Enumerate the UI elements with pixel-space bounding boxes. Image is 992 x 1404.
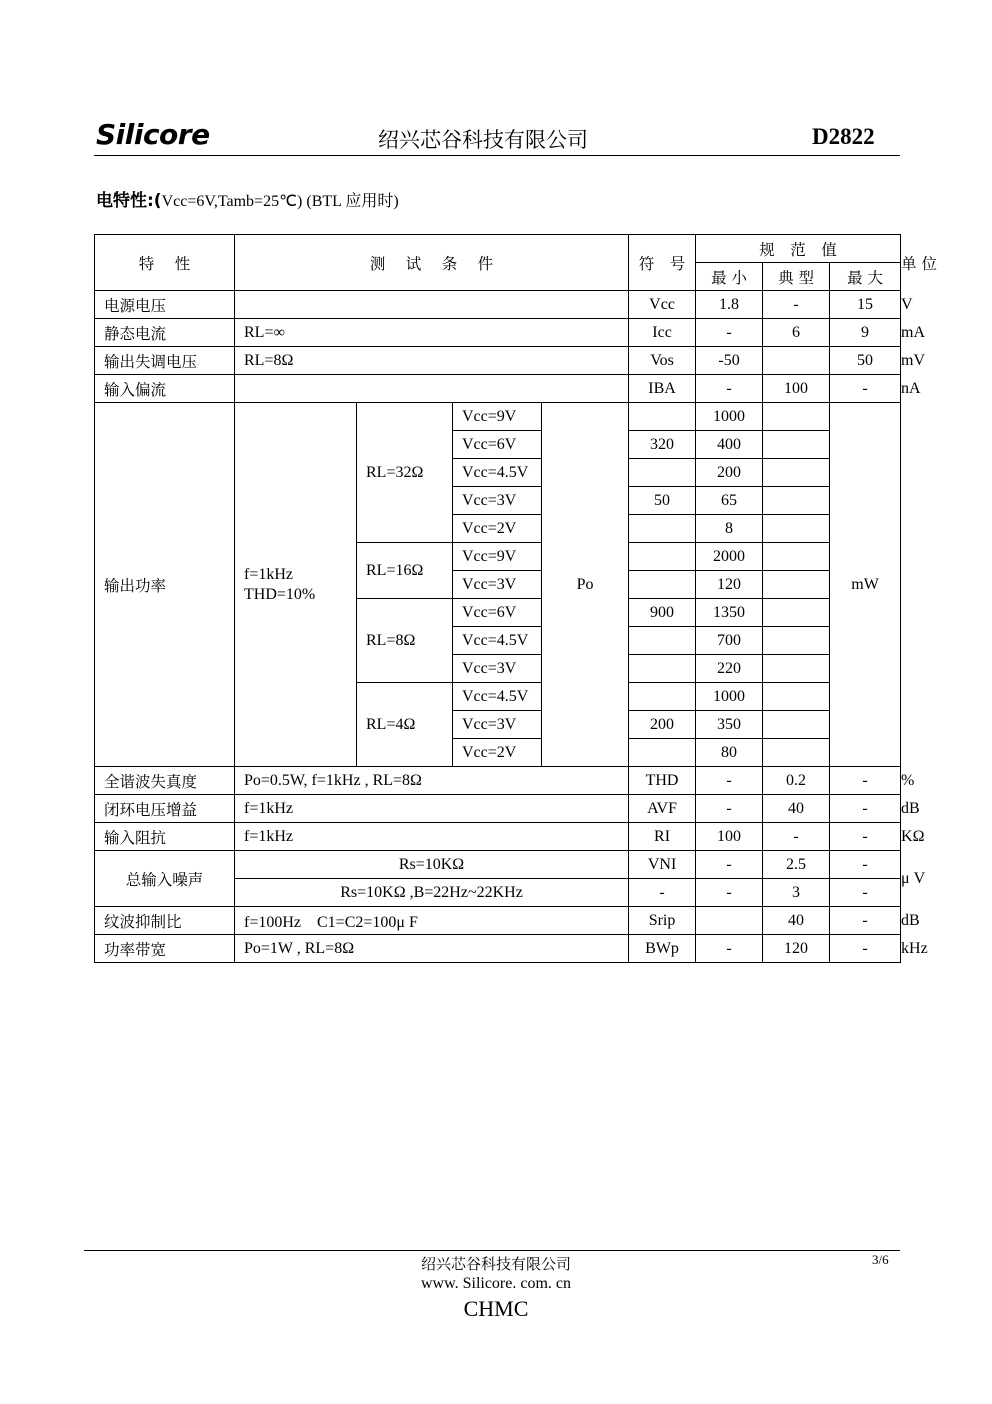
min-value: 200 <box>629 711 696 739</box>
supply-voltage: Vcc=4.5V <box>453 459 542 487</box>
typ-value: 2000 <box>696 543 763 571</box>
header-symbol: 符 号 <box>629 235 696 291</box>
table-row: 输入偏流 IBA - 100 - nA <box>95 375 901 403</box>
min-value: - <box>696 851 763 879</box>
max-value <box>763 431 830 459</box>
test-condition: f=1kHz <box>235 823 629 851</box>
table-row: 输入阻抗 f=1kHz RI 100 - - KΩ <box>95 823 901 851</box>
supply-voltage: Vcc=9V <box>453 403 542 431</box>
test-condition <box>235 403 357 767</box>
max-value <box>763 599 830 627</box>
typ-value: 700 <box>696 627 763 655</box>
typ-value: 100 <box>763 375 830 403</box>
parameter-name: 输出功率 <box>95 403 235 767</box>
max-value <box>763 403 830 431</box>
max-value <box>763 515 830 543</box>
test-condition: Rs=10KΩ <box>235 851 629 879</box>
max-value <box>763 571 830 599</box>
load-resistance: RL=8Ω <box>357 599 453 683</box>
max-value <box>763 627 830 655</box>
supply-voltage: Vcc=3V <box>453 655 542 683</box>
symbol: VNI <box>629 851 696 879</box>
section-title-conditions: Vcc=6V,Tamb=25℃) (BTL 应用时) <box>161 193 399 210</box>
max-value <box>763 487 830 515</box>
table-row: 输出失调电压 RL=8Ω Vos -50 50 mV <box>95 347 901 375</box>
min-value <box>629 543 696 571</box>
max-value: - <box>830 795 901 823</box>
typ-value: 40 <box>763 907 830 935</box>
typ-value: 80 <box>696 739 763 767</box>
parameter-name: 静态电流 <box>95 319 235 347</box>
max-value: - <box>830 767 901 795</box>
footer-divider <box>84 1250 900 1251</box>
min-value: - <box>696 319 763 347</box>
min-value: 1.8 <box>696 291 763 319</box>
brand-logo-text: Silicore <box>96 118 210 151</box>
symbol: - <box>629 879 696 907</box>
max-value <box>763 655 830 683</box>
footer-company-name: 绍兴芯谷科技有限公司 <box>420 1255 571 1273</box>
symbol: AVF <box>629 795 696 823</box>
min-value <box>629 683 696 711</box>
symbol: THD <box>629 767 696 795</box>
header-characteristic: 特 性 <box>95 235 235 291</box>
supply-voltage: Vcc=4.5V <box>453 627 542 655</box>
typ-value: 1000 <box>696 683 763 711</box>
min-value: - <box>696 935 763 963</box>
supply-voltage: Vcc=2V <box>453 515 542 543</box>
supply-voltage: Vcc=9V <box>453 543 542 571</box>
symbol: Icc <box>629 319 696 347</box>
parameter-name: 闭环电压增益 <box>95 795 235 823</box>
min-value: - <box>696 767 763 795</box>
table-header-row: 特 性 测 试 条 件 符 号 规 范 值 单 位 <box>95 235 901 263</box>
typ-value: 1350 <box>696 599 763 627</box>
header-spec-value: 规 范 值 <box>696 235 901 263</box>
parameter-name: 全谐波失真度 <box>95 767 235 795</box>
symbol: IBA <box>629 375 696 403</box>
header-divider <box>94 155 900 156</box>
max-value <box>763 459 830 487</box>
table-row: 电源电压 Vcc 1.8 - 15 V <box>95 291 901 319</box>
typ-value: 220 <box>696 655 763 683</box>
max-value: 9 <box>830 319 901 347</box>
parameter-name: 功率带宽 <box>95 935 235 963</box>
test-condition: RL=∞ <box>235 319 629 347</box>
max-value: - <box>830 375 901 403</box>
min-value: - <box>696 879 763 907</box>
min-value: - <box>696 375 763 403</box>
section-title <box>96 186 399 211</box>
supply-voltage: Vcc=3V <box>453 487 542 515</box>
parameter-name: 纹波抑制比 <box>95 907 235 935</box>
supply-voltage: Vcc=6V <box>453 599 542 627</box>
unit: mW <box>830 403 901 767</box>
min-value <box>629 403 696 431</box>
header-min: 最 小 <box>696 263 763 291</box>
footer-mark: CHMC <box>463 1296 529 1321</box>
parameter-name: 电源电压 <box>95 291 235 319</box>
test-condition: f=100Hz C1=C2=100μ F <box>235 907 629 935</box>
table-row: 闭环电压增益 f=1kHz AVF - 40 - dB <box>95 795 901 823</box>
supply-voltage: Vcc=3V <box>453 711 542 739</box>
min-value <box>629 739 696 767</box>
header-model-number: D2822 <box>812 124 875 149</box>
parameter-name: 输入偏流 <box>95 375 235 403</box>
typ-value: 65 <box>696 487 763 515</box>
typ-value: 200 <box>696 459 763 487</box>
supply-voltage: Vcc=2V <box>453 739 542 767</box>
max-value: - <box>830 851 901 879</box>
supply-voltage: Vcc=3V <box>453 571 542 599</box>
typ-value: - <box>763 291 830 319</box>
test-condition: Rs=10KΩ ,B=22Hz~22KHz <box>235 879 629 907</box>
typ-value: 350 <box>696 711 763 739</box>
supply-voltage: Vcc=4.5V <box>453 683 542 711</box>
min-value <box>629 515 696 543</box>
symbol: BWp <box>629 935 696 963</box>
typ-value <box>763 347 830 375</box>
header-test-conditions: 测 试 条 件 <box>235 235 629 291</box>
table-row <box>95 403 901 431</box>
symbol: Vos <box>629 347 696 375</box>
max-value <box>763 739 830 767</box>
condition-thd: THD=10% <box>244 585 316 603</box>
max-value: - <box>830 823 901 851</box>
max-value: 50 <box>830 347 901 375</box>
max-value: 15 <box>830 291 901 319</box>
min-value <box>629 459 696 487</box>
min-value: 900 <box>629 599 696 627</box>
typ-value: 1000 <box>696 403 763 431</box>
test-condition <box>235 375 629 403</box>
test-condition: RL=8Ω <box>235 347 629 375</box>
section-title-main: 电特性:( <box>96 191 162 211</box>
min-value <box>629 571 696 599</box>
header-company-name: 绍兴芯谷科技有限公司 <box>378 128 588 152</box>
condition-frequency: f=1kHz <box>244 565 294 583</box>
table-row: 功率带宽 Po=1W , RL=8Ω BWp - 120 - kHz <box>95 935 901 963</box>
load-resistance: RL=4Ω <box>357 683 453 767</box>
max-value: - <box>830 907 901 935</box>
min-value: - <box>696 795 763 823</box>
table-row: 全谐波失真度 Po=0.5W, f=1kHz , RL=8Ω THD - 0.2 - % <box>95 767 901 795</box>
max-value: - <box>830 935 901 963</box>
footer-website: www. Silicore. com. cn <box>420 1275 572 1292</box>
parameter-name: 输出失调电压 <box>95 347 235 375</box>
table-row: 纹波抑制比 f=100Hz C1=C2=100μ F Srip 40 - dB <box>95 907 901 935</box>
max-value <box>763 683 830 711</box>
table-row: 静态电流 RL=∞ Icc - 6 9 mA <box>95 319 901 347</box>
typ-value: 8 <box>696 515 763 543</box>
min-value: 50 <box>629 487 696 515</box>
test-condition: f=1kHz <box>235 795 629 823</box>
typ-value: 2.5 <box>763 851 830 879</box>
min-value <box>629 627 696 655</box>
min-value: 320 <box>629 431 696 459</box>
min-value <box>696 907 763 935</box>
typ-value: 3 <box>763 879 830 907</box>
test-condition: Po=0.5W, f=1kHz , RL=8Ω <box>235 767 629 795</box>
typ-value: 400 <box>696 431 763 459</box>
typ-value: 120 <box>696 571 763 599</box>
header-max: 最 大 <box>830 263 901 291</box>
symbol: Srip <box>629 907 696 935</box>
typ-value: 6 <box>763 319 830 347</box>
page-number: 3/6 <box>872 1252 889 1267</box>
min-value: 100 <box>696 823 763 851</box>
supply-voltage: Vcc=6V <box>453 431 542 459</box>
max-value: - <box>830 879 901 907</box>
typ-value: 0.2 <box>763 767 830 795</box>
symbol: Po <box>542 403 629 767</box>
typ-value: 120 <box>763 935 830 963</box>
load-resistance: RL=32Ω <box>357 403 453 543</box>
symbol: RI <box>629 823 696 851</box>
parameter-name: 总输入噪声 <box>95 851 235 907</box>
test-condition: Po=1W , RL=8Ω <box>235 935 629 963</box>
test-condition <box>235 291 629 319</box>
parameter-name: 输入阻抗 <box>95 823 235 851</box>
min-value: -50 <box>696 347 763 375</box>
electrical-characteristics-table <box>94 234 937 963</box>
header-typ: 典 型 <box>763 263 830 291</box>
table-row: 总输入噪声 Rs=10KΩ VNI - 2.5 - μ V <box>95 851 901 879</box>
load-resistance: RL=16Ω <box>357 543 453 599</box>
typ-value: - <box>763 823 830 851</box>
max-value <box>763 711 830 739</box>
symbol: Vcc <box>629 291 696 319</box>
typ-value: 40 <box>763 795 830 823</box>
max-value <box>763 543 830 571</box>
min-value <box>629 655 696 683</box>
